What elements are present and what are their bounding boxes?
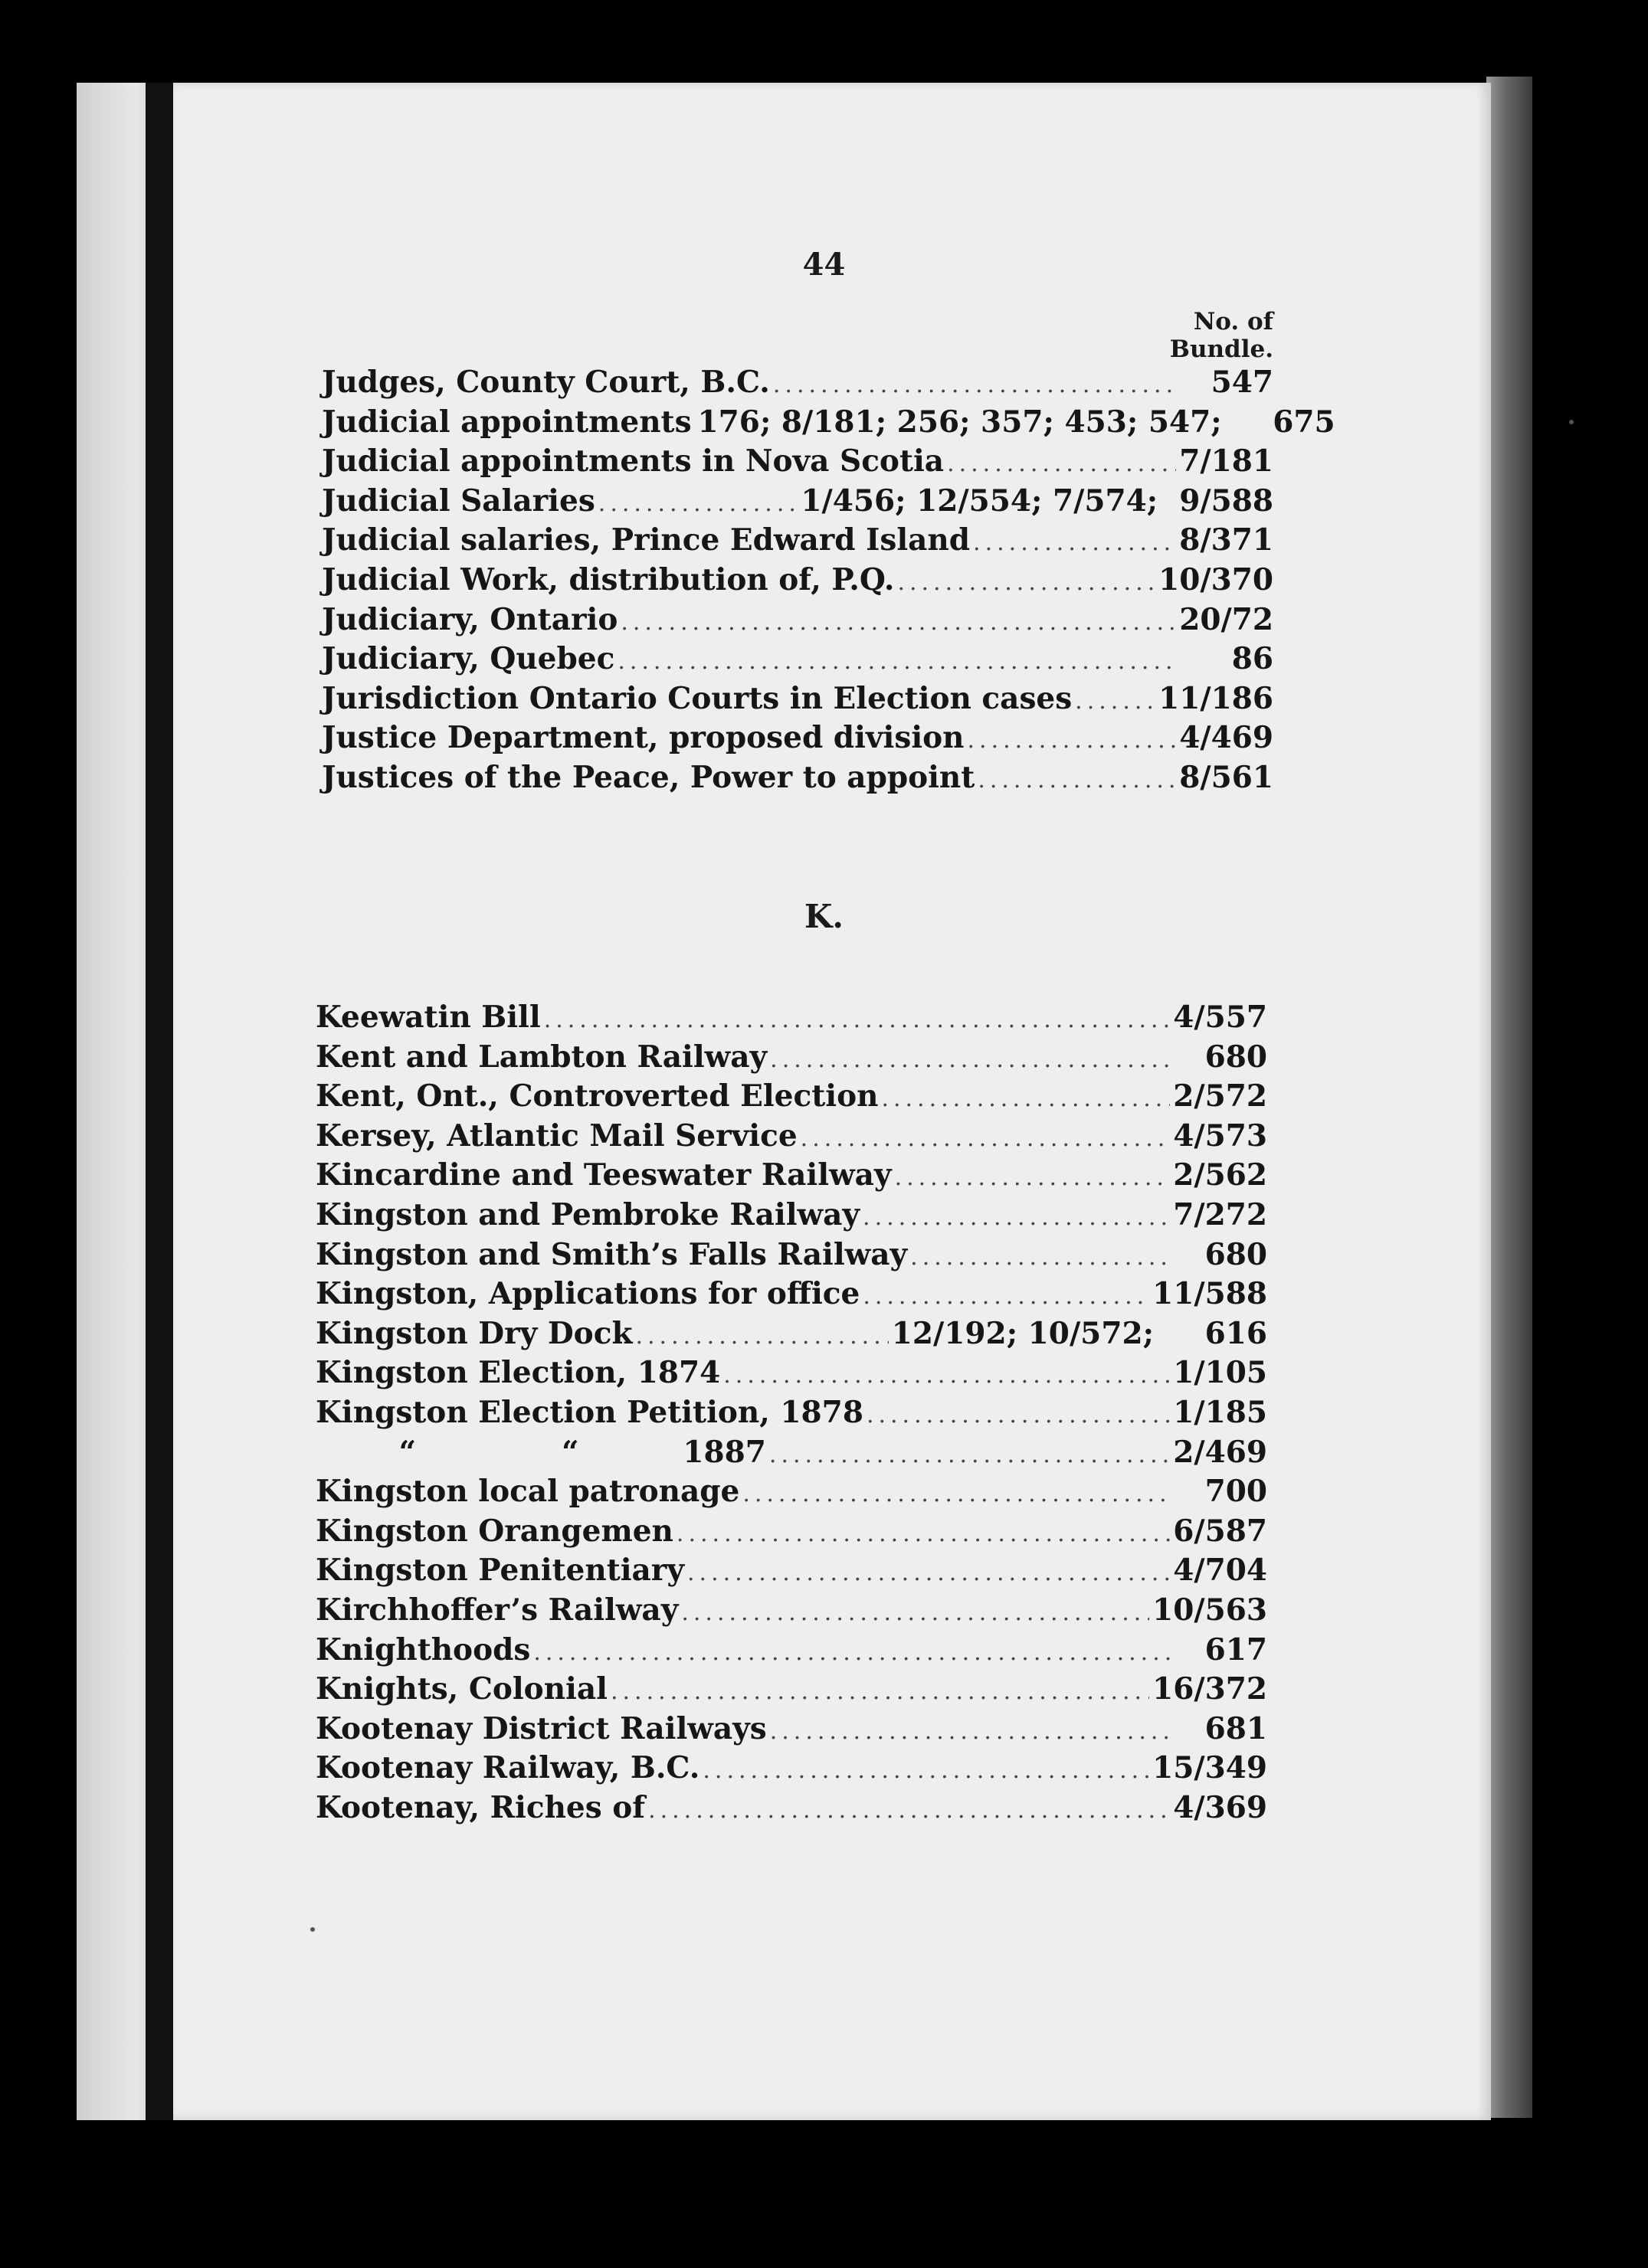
dot-leader (770, 1712, 1172, 1752)
entry-label: Kingston Dry Dock (316, 1315, 633, 1351)
dot-leader (1075, 682, 1155, 722)
film-speck (1569, 420, 1574, 424)
section-heading-k: K. (804, 898, 844, 935)
entry-bundle-number: 547 (1211, 365, 1273, 400)
dot-leader (801, 1119, 1171, 1159)
entry-label: Kingston Election Petition, 1878 (316, 1394, 863, 1430)
index-entry (322, 521, 1273, 561)
index-entry (316, 1551, 1267, 1591)
entry-bundle-number: 4/573 (1173, 1118, 1267, 1154)
entry-label: Kootenay Railway, B.C. (316, 1750, 700, 1786)
dot-leader (681, 1593, 1149, 1633)
index-entry (322, 482, 1273, 522)
entry-bundle-number: 11/588 (1152, 1276, 1267, 1312)
column-header-line2: Bundle. (1169, 335, 1273, 363)
entry-label: Kingston and Pembroke Railway (316, 1196, 860, 1232)
index-entry (316, 1117, 1267, 1157)
entry-bundle-number: 7/272 (1173, 1196, 1267, 1232)
index-entry (322, 561, 1273, 601)
entry-label: “ “ 1887 (316, 1434, 766, 1470)
entry-bundle-number: 86 (1231, 641, 1273, 677)
entry-bundle-number: 2/572 (1173, 1078, 1267, 1114)
dot-leader (618, 642, 1178, 682)
entry-bundle-number: 8/371 (1179, 522, 1273, 558)
entry-bundle-number: 4/369 (1173, 1789, 1267, 1825)
entry-label: Kirchhoffer’s Railway (316, 1592, 679, 1628)
entry-label: Judicial Salaries (322, 483, 595, 519)
index-entry (316, 1393, 1267, 1433)
index-entry (316, 1472, 1267, 1512)
entry-bundle-number: 11/186 (1158, 680, 1273, 716)
index-entry (322, 758, 1273, 798)
dot-leader (978, 761, 1176, 800)
entry-label: Keewatin Bill (316, 1000, 541, 1035)
dot-leader (881, 1079, 1170, 1119)
entry-bundle-number: 4/704 (1173, 1553, 1267, 1589)
index-entry (316, 1789, 1267, 1828)
index-entry (316, 1353, 1267, 1393)
page-stack-edge (1486, 77, 1532, 2118)
entry-label: Knights, Colonial (316, 1671, 608, 1707)
entry-references: 176; 8/181; 256; 357; 453; 547; (697, 404, 1222, 440)
dot-leader (947, 444, 1176, 484)
entry-label: Kootenay District Railways (316, 1710, 767, 1746)
entry-bundle-number: 16/372 (1152, 1671, 1267, 1707)
entry-label: Kootenay, Riches of (316, 1789, 646, 1825)
entry-bundle-number: 6/587 (1173, 1513, 1267, 1549)
index-entry (316, 1314, 1267, 1354)
index-entry (322, 679, 1273, 719)
dot-leader (677, 1514, 1170, 1554)
entry-bundle-number: 680 (1204, 1236, 1267, 1272)
index-entry (316, 1512, 1267, 1552)
entry-label: Kent, Ont., Controverted Election (316, 1078, 879, 1114)
entry-label: Kingston Election, 1874 (316, 1355, 721, 1391)
entry-bundle-number: 617 (1204, 1631, 1267, 1667)
entry-bundle-number: 1/185 (1173, 1394, 1267, 1430)
entry-bundle-number: 7/181 (1179, 443, 1273, 479)
index-entry (322, 442, 1273, 482)
dot-leader (910, 1238, 1172, 1278)
film-speck (310, 1927, 315, 1932)
entry-label: Justices of the Peace, Power to appoint (322, 759, 975, 795)
dot-leader (897, 563, 1155, 603)
dot-leader (648, 1791, 1170, 1831)
index-entry (316, 1156, 1267, 1196)
entry-bundle-number: 9/588 (1179, 483, 1273, 519)
entry-bundle-number: 681 (1204, 1710, 1267, 1746)
index-entry (322, 601, 1273, 640)
entry-label: Kent and Lambton Railway (316, 1039, 768, 1075)
dot-leader (544, 1000, 1171, 1040)
dot-leader (703, 1751, 1149, 1791)
entry-bundle-number: 616 (1204, 1315, 1267, 1351)
entry-bundle-number: 10/370 (1158, 561, 1273, 597)
entry-bundle-number: 2/562 (1173, 1157, 1267, 1193)
dot-leader (863, 1277, 1149, 1317)
entry-label: Kincardine and Teeswater Railway (316, 1157, 892, 1193)
entry-label: Judicial Work, distribution of, P.Q. (322, 561, 895, 597)
entry-references: 1/456; 12/554; 7/574; (801, 483, 1158, 519)
dot-leader (973, 523, 1176, 563)
entry-bundle-number: 20/72 (1179, 601, 1273, 637)
entry-bundle-number: 700 (1204, 1474, 1267, 1510)
entry-bundle-number: 4/557 (1173, 1000, 1267, 1035)
page-number: 44 (802, 247, 846, 283)
index-entry (322, 718, 1273, 758)
index-entry (316, 1433, 1267, 1473)
column-header-bundle (1088, 308, 1273, 363)
entry-label: Knighthoods (316, 1631, 531, 1667)
index-entry (322, 403, 1335, 443)
index-entry (316, 1196, 1267, 1235)
entry-bundle-number: 1/105 (1173, 1355, 1267, 1391)
entry-bundle-number: 15/349 (1152, 1750, 1267, 1786)
index-list-k (316, 998, 1267, 1828)
index-entry (316, 1710, 1267, 1749)
index-entry (316, 1275, 1267, 1314)
entry-label: Kingston and Smith’s Falls Railway (316, 1236, 908, 1272)
index-entry (322, 640, 1273, 679)
dot-leader (863, 1198, 1170, 1238)
entry-label: Kingston local patronage (316, 1474, 740, 1510)
index-entry (316, 1235, 1267, 1275)
dot-leader (533, 1633, 1172, 1673)
dot-leader (635, 1317, 888, 1357)
index-entry (322, 363, 1273, 403)
entry-label: Judges, County Court, B.C. (322, 365, 770, 400)
entry-label: Kingston Orangemen (316, 1513, 673, 1549)
entry-label: Judiciary, Ontario (322, 601, 618, 637)
dot-leader (742, 1474, 1172, 1514)
entry-label: Judicial salaries, Prince Edward Island (322, 522, 971, 558)
entry-label: Kersey, Atlantic Mail Service (316, 1118, 798, 1154)
dot-leader (867, 1396, 1170, 1435)
index-entry (316, 1038, 1267, 1078)
dot-leader (621, 603, 1176, 643)
entry-label: Jurisdiction Ontario Courts in Election cases (322, 680, 1073, 716)
index-entry (316, 1670, 1267, 1710)
entry-references: 12/192; 10/572; (891, 1315, 1154, 1351)
entry-bundle-number: 2/469 (1173, 1434, 1267, 1470)
dot-leader (687, 1553, 1170, 1593)
entry-label: Judiciary, Quebec (322, 641, 615, 677)
index-entry (316, 1631, 1267, 1671)
book-gutter (146, 83, 173, 2120)
index-entry (316, 1749, 1267, 1789)
entry-bundle-number: 675 (1273, 404, 1335, 440)
entry-bundle-number: 4/469 (1179, 720, 1273, 756)
index-entry (316, 1591, 1267, 1631)
column-header-line1: No. of (1193, 308, 1273, 335)
dot-leader (723, 1356, 1170, 1396)
dot-leader (968, 721, 1177, 761)
dot-leader (770, 1040, 1172, 1080)
entry-label: Judicial appointments (322, 404, 692, 440)
entry-label: Judicial appointments in Nova Scotia (322, 443, 945, 479)
entry-bundle-number: 8/561 (1179, 759, 1273, 795)
dot-leader (895, 1158, 1171, 1198)
entry-label: Justice Department, proposed division (322, 720, 965, 756)
dot-leader (773, 365, 1178, 405)
entry-bundle-number: 680 (1204, 1039, 1267, 1075)
dot-leader (611, 1672, 1149, 1712)
dot-leader (598, 484, 798, 524)
dot-leader (769, 1435, 1170, 1475)
index-entry (316, 998, 1267, 1038)
entry-bundle-number: 10/563 (1152, 1592, 1267, 1628)
entry-label: Kingston, Applications for office (316, 1276, 860, 1312)
entry-label: Kingston Penitentiary (316, 1553, 685, 1589)
index-entry (316, 1077, 1267, 1117)
index-list-j (322, 363, 1335, 798)
